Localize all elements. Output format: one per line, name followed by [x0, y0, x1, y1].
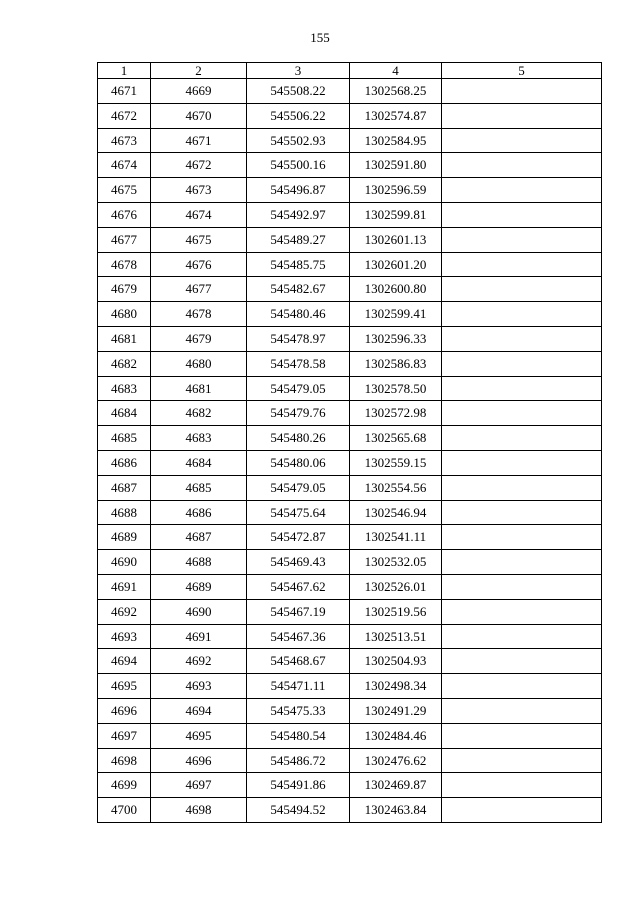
table-cell-col-4: 1302600.80: [350, 277, 442, 302]
table-cell-col-1: 4675: [98, 178, 151, 203]
table-cell-col-4: 1302469.87: [350, 773, 442, 798]
table-cell-col-1: 4700: [98, 798, 151, 823]
table-row: [98, 649, 602, 674]
table-cell-col-2: 4692: [151, 649, 247, 674]
table-body: [98, 79, 602, 823]
table-cell-col-1: 4689: [98, 525, 151, 550]
table-cell-col-4: 1302484.46: [350, 723, 442, 748]
table-cell-col-1: 4684: [98, 401, 151, 426]
table-row: [98, 525, 602, 550]
table-cell-col-2: 4694: [151, 698, 247, 723]
table-cell-col-4: 1302476.62: [350, 748, 442, 773]
table-cell-col-1: 4677: [98, 227, 151, 252]
table-cell-col-2: 4684: [151, 450, 247, 475]
table-cell-col-3: 545479.76: [247, 401, 350, 426]
table-cell-col-3: 545469.43: [247, 550, 350, 575]
table-row: [98, 277, 602, 302]
table-cell-col-5: [442, 376, 602, 401]
table-cell-col-2: 4683: [151, 426, 247, 451]
table-cell-col-1: 4690: [98, 550, 151, 575]
table-cell-col-5: [442, 723, 602, 748]
table-cell-col-4: 1302463.84: [350, 798, 442, 823]
table-cell-col-4: 1302596.59: [350, 178, 442, 203]
table-cell-col-5: [442, 500, 602, 525]
table-row: [98, 798, 602, 823]
table-cell-col-2: 4698: [151, 798, 247, 823]
table-cell-col-4: 1302498.34: [350, 674, 442, 699]
table-cell-col-2: 4687: [151, 525, 247, 550]
table-row: [98, 252, 602, 277]
table-cell-col-4: 1302572.98: [350, 401, 442, 426]
table-cell-col-1: 4679: [98, 277, 151, 302]
table-cell-col-1: 4685: [98, 426, 151, 451]
table-cell-col-5: [442, 674, 602, 699]
table-cell-col-5: [442, 574, 602, 599]
table-row: [98, 426, 602, 451]
table-row: [98, 302, 602, 327]
table-cell-col-4: 1302578.50: [350, 376, 442, 401]
column-header-1: 1: [98, 63, 151, 79]
table-cell-col-3: 545468.67: [247, 649, 350, 674]
table-cell-col-4: 1302601.13: [350, 227, 442, 252]
table-cell-col-2: 4671: [151, 128, 247, 153]
column-header-3: 3: [247, 63, 350, 79]
table-cell-col-4: 1302491.29: [350, 698, 442, 723]
table-cell-col-3: 545492.97: [247, 202, 350, 227]
table-cell-col-5: [442, 128, 602, 153]
table-cell-col-1: 4681: [98, 326, 151, 351]
coordinates-table: [97, 62, 602, 823]
table-cell-col-5: [442, 202, 602, 227]
table-cell-col-4: 1302519.56: [350, 599, 442, 624]
table-cell-col-3: 545467.36: [247, 624, 350, 649]
table-cell-col-5: [442, 351, 602, 376]
table-cell-col-3: 545467.19: [247, 599, 350, 624]
table-cell-col-3: 545478.97: [247, 326, 350, 351]
table-cell-col-3: 545480.46: [247, 302, 350, 327]
table-row: [98, 401, 602, 426]
table-cell-col-1: 4676: [98, 202, 151, 227]
table-cell-col-2: 4691: [151, 624, 247, 649]
table-cell-col-3: 545475.64: [247, 500, 350, 525]
table-cell-col-4: 1302568.25: [350, 79, 442, 104]
table-cell-col-1: 4680: [98, 302, 151, 327]
header-row: [98, 63, 602, 79]
table-cell-col-4: 1302584.95: [350, 128, 442, 153]
table-row: [98, 128, 602, 153]
table-cell-col-4: 1302513.51: [350, 624, 442, 649]
table-cell-col-5: [442, 426, 602, 451]
table-cell-col-3: 545494.52: [247, 798, 350, 823]
table-row: [98, 624, 602, 649]
table-cell-col-1: 4682: [98, 351, 151, 376]
table-cell-col-4: 1302546.94: [350, 500, 442, 525]
table-cell-col-1: 4698: [98, 748, 151, 773]
table-cell-col-4: 1302532.05: [350, 550, 442, 575]
table-cell-col-2: 4670: [151, 103, 247, 128]
table-cell-col-4: 1302601.20: [350, 252, 442, 277]
table-cell-col-3: 545480.26: [247, 426, 350, 451]
table-cell-col-1: 4695: [98, 674, 151, 699]
table-cell-col-2: 4690: [151, 599, 247, 624]
table-cell-col-2: 4693: [151, 674, 247, 699]
table-cell-col-3: 545472.87: [247, 525, 350, 550]
table-cell-col-3: 545467.62: [247, 574, 350, 599]
table-cell-col-3: 545489.27: [247, 227, 350, 252]
table-cell-col-2: 4697: [151, 773, 247, 798]
table-cell-col-5: [442, 153, 602, 178]
table-cell-col-2: 4677: [151, 277, 247, 302]
table-cell-col-1: 4696: [98, 698, 151, 723]
table-cell-col-2: 4673: [151, 178, 247, 203]
table-cell-col-4: 1302541.11: [350, 525, 442, 550]
table-row: [98, 723, 602, 748]
table-cell-col-2: 4689: [151, 574, 247, 599]
table-cell-col-1: 4692: [98, 599, 151, 624]
table-cell-col-5: [442, 698, 602, 723]
table-cell-col-5: [442, 599, 602, 624]
table-cell-col-1: 4693: [98, 624, 151, 649]
table-cell-col-3: 545475.33: [247, 698, 350, 723]
table-cell-col-1: 4672: [98, 103, 151, 128]
table-cell-col-5: [442, 525, 602, 550]
table-cell-col-2: 4669: [151, 79, 247, 104]
column-header-5: 5: [442, 63, 602, 79]
table-header: [98, 63, 602, 79]
table-cell-col-3: 545480.06: [247, 450, 350, 475]
table-cell-col-4: 1302526.01: [350, 574, 442, 599]
table-cell-col-5: [442, 748, 602, 773]
table-cell-col-1: 4699: [98, 773, 151, 798]
table-cell-col-2: 4696: [151, 748, 247, 773]
table-cell-col-5: [442, 550, 602, 575]
table-cell-col-3: 545508.22: [247, 79, 350, 104]
table-cell-col-2: 4685: [151, 475, 247, 500]
table-cell-col-1: 4683: [98, 376, 151, 401]
table-cell-col-3: 545479.05: [247, 475, 350, 500]
table-row: [98, 351, 602, 376]
table-row: [98, 475, 602, 500]
table-row: [98, 153, 602, 178]
table-row: [98, 178, 602, 203]
table-row: [98, 674, 602, 699]
table-cell-col-2: 4679: [151, 326, 247, 351]
table-cell-col-3: 545500.16: [247, 153, 350, 178]
table-cell-col-5: [442, 649, 602, 674]
table-cell-col-3: 545478.58: [247, 351, 350, 376]
table-cell-col-2: 4676: [151, 252, 247, 277]
table-cell-col-4: 1302565.68: [350, 426, 442, 451]
table-cell-col-3: 545496.87: [247, 178, 350, 203]
table-cell-col-4: 1302559.15: [350, 450, 442, 475]
table-row: [98, 79, 602, 104]
table-cell-col-5: [442, 624, 602, 649]
table-row: [98, 550, 602, 575]
table-cell-col-5: [442, 450, 602, 475]
table-cell-col-3: 545479.05: [247, 376, 350, 401]
table-cell-col-4: 1302596.33: [350, 326, 442, 351]
table-cell-col-2: 4686: [151, 500, 247, 525]
table-cell-col-1: 4694: [98, 649, 151, 674]
table-cell-col-5: [442, 252, 602, 277]
table-row: [98, 103, 602, 128]
table-cell-col-2: 4695: [151, 723, 247, 748]
table-cell-col-4: 1302574.87: [350, 103, 442, 128]
table-cell-col-2: 4682: [151, 401, 247, 426]
table-cell-col-5: [442, 326, 602, 351]
table-cell-col-3: 545491.86: [247, 773, 350, 798]
table-cell-col-2: 4675: [151, 227, 247, 252]
table-cell-col-4: 1302599.81: [350, 202, 442, 227]
table-row: [98, 500, 602, 525]
table-cell-col-3: 545502.93: [247, 128, 350, 153]
table-cell-col-1: 4687: [98, 475, 151, 500]
table-cell-col-5: [442, 475, 602, 500]
table-row: [98, 773, 602, 798]
table-cell-col-5: [442, 302, 602, 327]
table-cell-col-2: 4672: [151, 153, 247, 178]
table-row: [98, 599, 602, 624]
table-cell-col-2: 4681: [151, 376, 247, 401]
table-row: [98, 202, 602, 227]
table-cell-col-4: 1302586.83: [350, 351, 442, 376]
table-cell-col-3: 545480.54: [247, 723, 350, 748]
table-row: [98, 574, 602, 599]
table-row: [98, 698, 602, 723]
table-cell-col-5: [442, 773, 602, 798]
table-cell-col-4: 1302554.56: [350, 475, 442, 500]
table-cell-col-3: 545471.11: [247, 674, 350, 699]
table-cell-col-5: [442, 798, 602, 823]
table-cell-col-1: 4674: [98, 153, 151, 178]
table-cell-col-2: 4680: [151, 351, 247, 376]
table-row: [98, 376, 602, 401]
page-number: 155: [310, 30, 330, 45]
table-cell-col-1: 4673: [98, 128, 151, 153]
table-cell-col-2: 4688: [151, 550, 247, 575]
table-cell-col-5: [442, 401, 602, 426]
table-row: [98, 748, 602, 773]
table-cell-col-1: 4678: [98, 252, 151, 277]
column-header-2: 2: [151, 63, 247, 79]
table-cell-col-2: 4678: [151, 302, 247, 327]
table-cell-col-4: 1302599.41: [350, 302, 442, 327]
table-cell-col-1: 4686: [98, 450, 151, 475]
table-row: [98, 326, 602, 351]
column-header-4: 4: [350, 63, 442, 79]
table-cell-col-4: 1302591.80: [350, 153, 442, 178]
table-cell-col-1: 4691: [98, 574, 151, 599]
table-cell-col-5: [442, 227, 602, 252]
table-cell-col-3: 545486.72: [247, 748, 350, 773]
table-cell-col-5: [442, 79, 602, 104]
table-cell-col-5: [442, 103, 602, 128]
table-cell-col-1: 4688: [98, 500, 151, 525]
table-cell-col-3: 545482.67: [247, 277, 350, 302]
table-cell-col-3: 545506.22: [247, 103, 350, 128]
table-cell-col-1: 4697: [98, 723, 151, 748]
table-cell-col-2: 4674: [151, 202, 247, 227]
table-cell-col-4: 1302504.93: [350, 649, 442, 674]
table-cell-col-3: 545485.75: [247, 252, 350, 277]
table-row: [98, 227, 602, 252]
table-cell-col-1: 4671: [98, 79, 151, 104]
table-cell-col-5: [442, 277, 602, 302]
table-row: [98, 450, 602, 475]
table-cell-col-5: [442, 178, 602, 203]
